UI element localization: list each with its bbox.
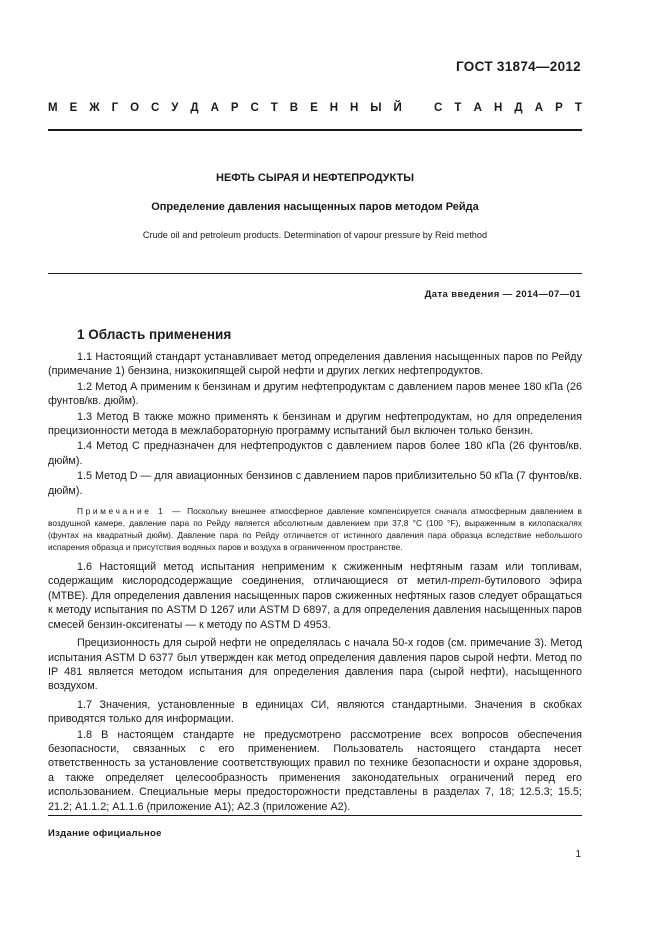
standard-type-letter: М [48,102,58,114]
standard-type-letter: Ы [370,102,382,114]
standard-type-letter: Т [270,102,278,114]
standard-type-letter: Ж [89,102,100,114]
standard-type-letter: Е [69,102,78,114]
standard-type-letter: А [473,102,482,114]
standard-type-letter: Д [190,102,199,114]
standard-type-heading [48,102,582,114]
paragraph-1-2: 1.2 Метод А применим к бензинам и другим нефтепродуктам с давлением паров менее 180 кПа (26 фунтов/кв. дюйм). [48,380,582,408]
paragraph-1-6-italic: трет [451,575,481,588]
paragraph-1-3: 1.3 Метод В также можно применять к бензинам и другим нефтепродуктам, но для определения прецизионности метода в межлабораторную программу испытаний был включен только бензин. [48,410,582,438]
standard-type-letter: А [534,102,544,114]
document-title: НЕФТЬ СЫРАЯ И НЕФТЕПРОДУКТЫ [216,172,414,184]
paragraph-1-8: 1.8 В настоящем стандарте не предусмотрено рассмотрение всех вопросов обеспечения безопасности, связанных с его применением. Пользователь настоящего стандарта несет ответственность за установление соответствующих правил по технике безопасности и охране здоровья, а также определяет целесообразность применения законодательных ограничений перед его использованием. Специальные меры предосторожности представлены в разделах 7, 18; 12.5.3; 15.5; 21.2; А1.1.2; А1.1.6 (приложение А1); А2.3 (приложение А2). [48,728,582,813]
standard-type-letter: Д [514,102,523,114]
note-label: Примечание 1 — [77,506,184,517]
standard-type-letter: С [250,102,259,114]
standard-type-word-2 [434,102,582,114]
edition-label: Издание официальное [48,828,162,839]
standard-type-letter: Г [111,102,119,114]
standard-type-letter: Т [454,102,462,114]
paragraph-1-4: 1.4 Метод С предназначен для нефтепродуктов с давлением паров более 180 кПа (26 фунтов/кв. дюйм). [48,440,582,467]
standard-type-letter: Р [230,102,239,114]
section-heading: 1 Область применения [77,327,232,342]
header-divider [48,129,582,131]
page-number: 1 [575,849,581,860]
standard-code: ГОСТ 31874—2012 [456,59,581,74]
standard-type-letter: У [171,102,179,114]
document-subtitle: Определение давления насыщенных паров методом Рейда [151,201,479,213]
paragraph-1-1: 1.1 Настоящий стандарт устанавливает метод определения давления насыщенных паров по Рейду (примечание 1) бензина, низкокипящей сырой нефти и других легких нефтепродуктов. [48,351,582,378]
standard-type-letter: А [210,102,219,114]
title-divider [48,273,582,274]
standard-type-letter: Е [310,102,318,114]
standard-type-word-1 [48,102,402,114]
paragraph-1-5: 1.5 Метод D — для авиационных бензинов с давлением паров приблизительно 50 кПа (7 фунтов/кв. дюйм). [48,470,582,497]
paragraph-1-6-part-b: -бутилового эфира (МТВЕ). Для определения давления насыщенных паров сжиженных нефтяных газов следует обращаться к методу испытания по ASTM D 1267 или ASTM D 6897, а для определения давления насыщенных паров смесей бензин-оксигенаты — к методу по ASTM D 4953. [48,575,582,631]
paragraph-1-6-part-a: 1.6 Настоящий метод испытания неприменим к сжиженным нефтяным газам или топливам, содержащим кислородсодержащие соединения, отличающиеся от метил- [48,561,582,588]
note-text: Поскольку внешнее атмосферное давление компенсируется сначала атмосферным давлением в воздушной камере, давление пара по Рейду является абсолютным давлением при 37,8 °С (100 °F), выраженным в килопаскалях (фунтах на квадратный дюйм). Давление пара по Рейду отличается от истинного давления пара образца вследствие небольшого испарения образца и присутствия водяных паров и воздуха в ограниченном пространстве. [48,506,582,553]
standard-type-letter: С [151,102,160,114]
standard-type-letter: Т [574,102,582,114]
section-body [48,350,582,815]
standard-type-letter: В [289,102,299,114]
paragraph-1-7: 1.7 Значения, установленные в единицах СИ, являются стандартными. Значения в скобках приводятся только для информации. [48,698,582,726]
standard-type-letter: Н [349,102,359,114]
standard-type-letter: С [434,102,443,114]
standard-type-letter: Н [493,102,503,114]
paragraph-1-6 [48,560,582,632]
standard-type-letter: О [130,102,140,114]
footer-divider [48,815,582,816]
introduction-date: Дата введения — 2014—07—01 [424,289,581,300]
standard-type-letter: Н [329,102,339,114]
standard-type-letter: Й [393,102,402,114]
note-1 [48,505,582,553]
standard-type-letter: Р [555,102,563,114]
english-title: Crude oil and petroleum products. Determination of vapour pressure by Reid method [142,230,488,240]
paragraph-1-6-precision: Прецизионность для сырой нефти не определялась с начала 50-х годов (см. примечание 3). Метод испытания ASTM D 6377 был утвержден как метод определения давления паров сырой нефти. Метод по IP 481 является методом испытания для определения давления пара (сырой нефти), насыщенного воздухом. [48,637,582,693]
